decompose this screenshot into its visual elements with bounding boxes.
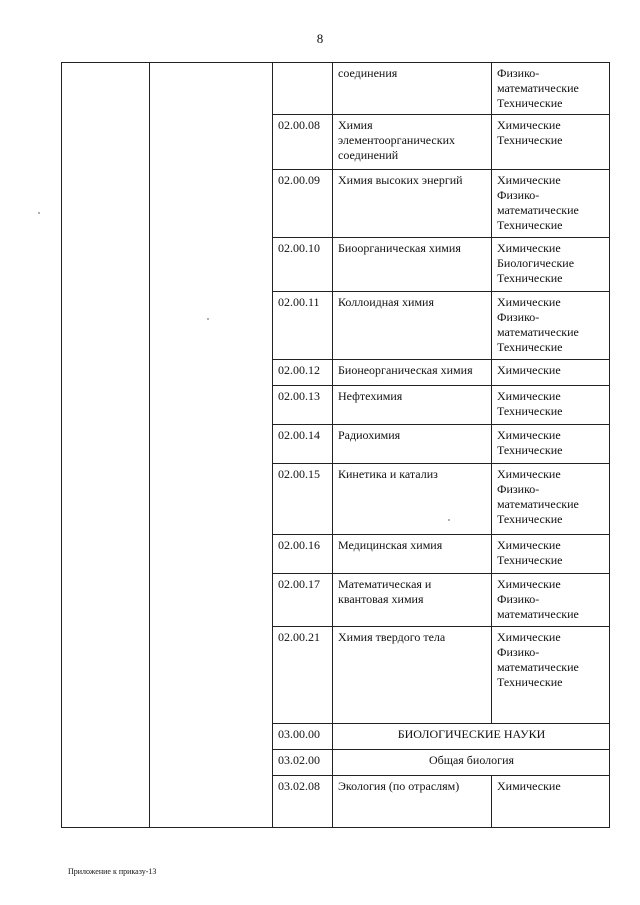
- specialty-code: [273, 63, 333, 115]
- specialty-name: Радиохимия: [333, 425, 492, 464]
- section-code: 03.00.00: [273, 724, 333, 750]
- specialty-name: Биоорганическая химия: [333, 238, 492, 292]
- empty-column-1: [62, 63, 150, 828]
- science-branches: Химические Биологические Технические: [492, 238, 610, 292]
- science-branches: Химические Технические: [492, 115, 610, 170]
- footer-note: Приложение к приказу-13: [68, 867, 157, 876]
- specialty-code: 02.00.08: [273, 115, 333, 170]
- specialty-code: 02.00.15: [273, 464, 333, 535]
- specialty-code: 02.00.10: [273, 238, 333, 292]
- specialty-code: 02.00.21: [273, 627, 333, 724]
- specialty-code: 02.00.17: [273, 574, 333, 627]
- science-branches: Химические: [492, 776, 610, 828]
- specialty-name: соединения: [333, 63, 492, 115]
- empty-column-2: [150, 63, 273, 828]
- section-title: БИОЛОГИЧЕСКИЕ НАУКИ: [333, 724, 610, 750]
- science-branches: Химические Физико- математические Технические: [492, 627, 610, 724]
- science-branches: Химические Физико- математические Технические: [492, 170, 610, 238]
- specialties-table: [61, 62, 610, 828]
- table-row: [62, 63, 610, 115]
- specialty-name: Экология (по отраслям): [333, 776, 492, 828]
- science-branches: Химические Технические: [492, 425, 610, 464]
- specialty-code: 02.00.14: [273, 425, 333, 464]
- scan-speck: [38, 212, 40, 214]
- science-branches: Физико- математические Технические: [492, 63, 610, 115]
- specialty-name: Бионеорганическая химия: [333, 360, 492, 386]
- specialty-name: Нефтехимия: [333, 386, 492, 425]
- scan-speck: [448, 519, 450, 521]
- science-branches: Химические Физико- математические: [492, 574, 610, 627]
- science-branches: Химические Технические: [492, 535, 610, 574]
- subsection-title: Общая биология: [333, 750, 610, 776]
- specialty-name: Химия твердого тела: [333, 627, 492, 724]
- specialty-name: Кинетика и катализ: [333, 464, 492, 535]
- science-branches: Химические Физико- математические Технические: [492, 464, 610, 535]
- scan-speck: [207, 318, 209, 320]
- specialty-code: 02.00.16: [273, 535, 333, 574]
- specialty-code: 02.00.09: [273, 170, 333, 238]
- specialty-name: Коллоидная химия: [333, 292, 492, 360]
- specialty-name: Химия высоких энергий: [333, 170, 492, 238]
- specialty-name: Математическая и квантовая химия: [333, 574, 492, 627]
- specialty-code: 03.02.08: [273, 776, 333, 828]
- science-branches: Химические Физико- математические Технические: [492, 292, 610, 360]
- specialty-code: 02.00.13: [273, 386, 333, 425]
- subsection-code: 03.02.00: [273, 750, 333, 776]
- specialty-code: 02.00.12: [273, 360, 333, 386]
- specialty-name: Медицинская химия: [333, 535, 492, 574]
- page-number: 8: [316, 31, 324, 46]
- science-branches: Химические Технические: [492, 386, 610, 425]
- specialty-name: Химия элементоорганических соединений: [333, 115, 492, 170]
- science-branches: Химические: [492, 360, 610, 386]
- specialty-code: 02.00.11: [273, 292, 333, 360]
